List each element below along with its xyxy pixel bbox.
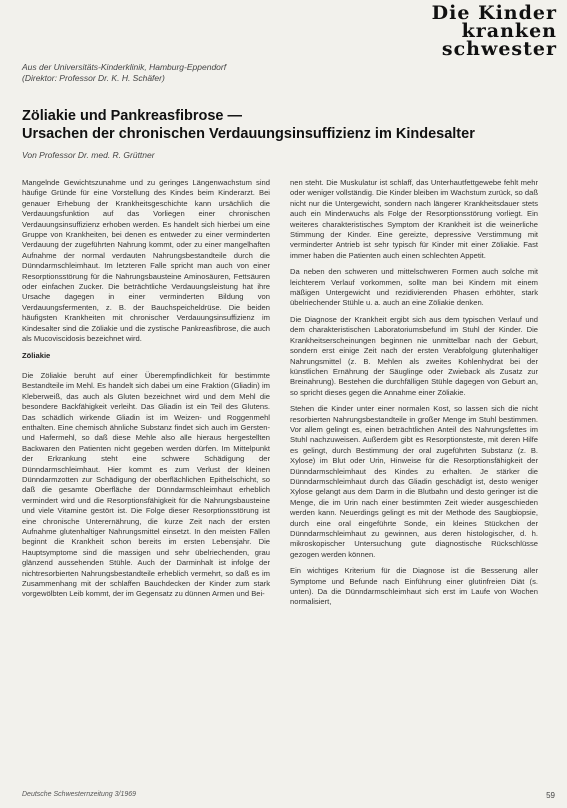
body-paragraph: Da neben den schweren und mittelschweren Formen auch solche mit leichterem Verlauf vorkommen, sollte man bei Kindern mit einem mäßigen Untergewicht und rezidivierenden Phasen erhöhter, stark übelriechender Stühle u. a. auch an eine Zöliakie denken. <box>290 267 538 308</box>
title-line-1: Zöliakie und Pankreasfibrose — <box>22 108 242 124</box>
institution-line-2: (Direktor: Professor Dr. K. H. Schäfer) <box>22 73 165 83</box>
body-paragraph: Stehen die Kinder unter einer normalen Kost, so lassen sich die nicht resorbierten Nahrungsbestandteile in großer Menge im Stuhl bestimmen. Vor allem gelingt es, einen beträchtlichen Anteil des Nahrungsfettes im Stuhl nachzuweisen. Außerdem gibt es Resorptionsteste, mit deren Hilfe es gelingt, durch Bestimmung der oral zugeführten Substanz (z. B. Xylose) im Blut oder Urin, Hinweise für die Resorptionsfähigkeit der Dünndarmschleimhaut des Kindes zu erhalten. Je stärker die Dünndarmschleimhaut durch das Gliadin geschädigt ist, desto weniger Xylose gelangt aus dem Darm in die Blutbahn und desto geringer ist die Menge, die im Urin nach einer bestimmten Zeit wieder ausgeschieden werden kann. Neuerdings gelingt es mit der Methode des Saugbiopsie, durch eine oral eingeführte Sonde, ein kleines Stückchen der Dünndarmschleimhaut zu gewinnen, aus deren histologischer, d. h. mikroskopischer Untersuchung gute diagnostische Rückschlüsse gezogen werden können. <box>290 404 538 559</box>
page-number: 59 <box>546 791 555 800</box>
masthead-line-2: kranken <box>461 20 557 42</box>
journal-masthead <box>432 4 557 58</box>
section-heading: Zöliakie <box>22 350 51 360</box>
body-paragraph: Die Zöliakie beruht auf einer Überempfindlichkeit für bestimmte Bestandteile im Mehl. Es handelt sich dabei um eine Fraktion (Gliadin) im Kleberweiß, das auch als Gluten bezeichnet wird und dem Mehl die besondere Backfähigkeit verleiht. Das Gliadin ist ein Teil des Glutens. Das schädlich wirkende Gliadin ist im Weizen- und Roggenmehl enthalten. Eine chemisch ähnliche Substanz findet sich auch im Gersten- und Hafermehl, so daß diese Mehle also alle hieraus hergestellten Backwaren den Patienten nicht gegeben werden dürfen. Im Mittelpunkt der Erkrankung steht eine schwere Schädigung der Dünndarmschleimhaut. Hier kommt es zum Verlust der kleinen Dünndarmzotten zur Schädigung der oberflächlichen Epithelschicht, so daß die gesamte Oberfläche der Dünndarmschleimhaut erheblich vermindert wird und die Resorptionsfähigkeit für die Nahrungsbausteine und viele Vitamine gestört ist. Die Folge dieser Resorptionsstörung ist eine chronische Unterernährung, die kurze Zeit nach der ersten Aufnahme glutenhaltiger Nahrungsmittel einsetzt. In den meisten Fällen beginnt die Krankheit schon bereits im ersten Lebensjahr. Die Hauptsymptome sind die massigen und sehr übelriechenden, grau glänzend aussehenden Stühle. Auch der Darminhalt ist infolge der nichtresorbierten Nahrungsbestandteile erheblich vermehrt, so daß es im Zusammenhang mit der schlaffen Bauchdecken der Kinder zum stark vorgewölbten Leib kommt, der im Gegensatz zu dünnen Armen und Bei- <box>22 370 270 599</box>
masthead-line-3: schwester <box>441 38 557 60</box>
left-column <box>22 178 270 606</box>
masthead-line-1: Die Kinder <box>431 2 557 24</box>
right-column <box>290 178 538 614</box>
article-title <box>22 107 552 143</box>
footer-source: Deutsche Schwesternzeitung 3/1969 <box>22 791 137 798</box>
body-paragraph: Die Diagnose der Krankheit ergibt sich aus dem typischen Verlauf und dem charakteristischen Laboratoriumsbefund im Stuhl der Kinder. Die Krankheitserscheinungen beginnen nie unmittelbar nach der Geburt, sondern erst einige Zeit nach der ersten Verabfolgung glutenhaltiger Nahrungsmittel (z. B. Mehlen als zweites Kohlenhydrat bei der künstlichen Ernährung der Säuglinge oder Zwieback als Zusatz zur Breinahrung). Bestehen die durchfälligen Stühle dagegen von Geburt an, so spricht dieses gegen die Annahme einer Zöliakie. <box>290 314 538 397</box>
institution-line-1: Aus der Universitäts-Kinderklinik, Hamburg-Eppendorf <box>22 62 227 72</box>
body-paragraph: Ein wichtiges Kriterium für die Diagnose ist die Besserung aller Symptome und Befunde nach Einführung einer glutinfreien Diät (s. unten). Da die Dünndarmschleimhaut sich erst im Laufe von Wochen normalisiert, <box>290 566 538 607</box>
article-author: Von Professor Dr. med. R. Grüttner <box>22 150 155 160</box>
institution-note <box>22 62 382 84</box>
title-line-2: Ursachen der chronischen Verdauungsinsuffizienz im Kindesalter <box>22 126 475 142</box>
body-paragraph: nen steht. Die Muskulatur ist schlaff, das Unterhautfettgewebe fehlt mehr oder weniger vollständig. Die Kinder bleiben im Wachstum zurück, so daß nicht nur die Untergewicht, sondern nach längerer Krankheitsdauer stets auch ein Minderwuchs als Folge der Resorptionsstörung vorliegt. Ein weiteres charakteristisches Symptom der Krankheit ist die weinerliche Stimmung der Kinder. Eine gereizte, depressive Verstimmung mit verminderter Antrieb ist sehr typisch für Kinder mit einer Zöliakie. Fast immer haben die Patienten auch einen schlechten Appetit. <box>290 178 538 260</box>
body-paragraph: Mangelnde Gewichtszunahme und zu geringes Längenwachstum sind häufige Gründe für eine Vorstellung des Kindes beim Kinderarzt. Bei genauer Erhebung der Krankheitsgeschichte kann ursächlich die Verdauungsfunktion auf das Vorliegen einer chronischen Verdauungsinsuffizienz erhoben werden. Es handelt sich hierbei um eine Gruppe von Krankheiten, bei denen es entweder zu einer verminderten Verdauung der zugeführten Nahrung kommt, oder zu einer mangelhaften Aufnahme der normal verdauten Nahrungsbestandteile durch die Dünndarmschleimhaut. Im letzteren Falle spricht man auch von einer Resorptionsstörung für die Nahrungsbausteine Aminosäuren, Fettsäuren oder einfachen Zucker. Die beträchtliche Verdauungsleistung hat ihre Ursache dagegen in einer verminderten Bildung von Verdauungsfermenten, z. B. der Bauchspeicheldrüse. Die beiden häufigsten Krankheiten mit chronischer Verdauungsinsuffizienz im Kindesalter sind die Zöliakie und die zystische Pankreasfibrose, die auch als Mucoviscidosis bezeichnet wird. <box>22 178 270 344</box>
